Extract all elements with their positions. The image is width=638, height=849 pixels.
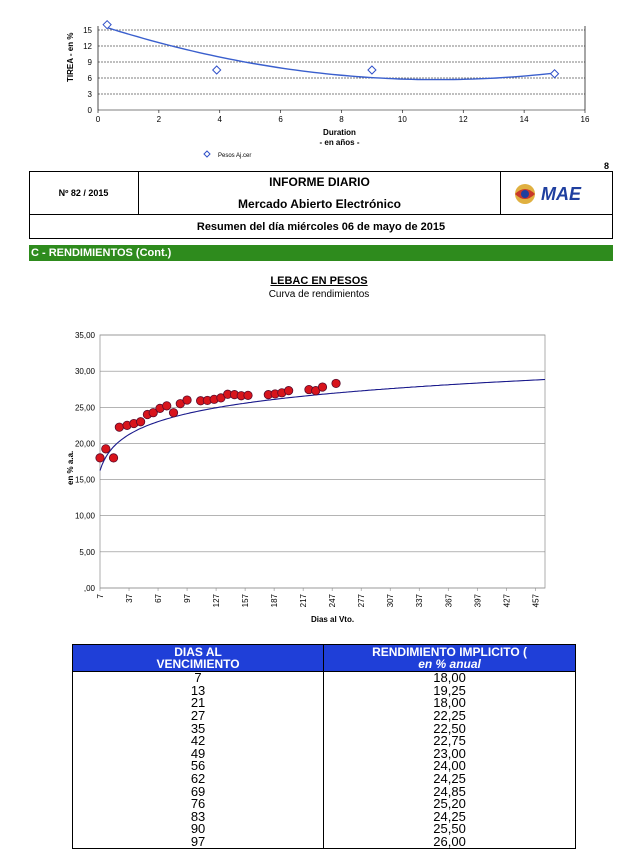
summary-line: Resumen del día miércoles 06 de mayo de 2015 [29, 214, 613, 239]
table-row [73, 836, 576, 849]
x-tick-label: 307 [386, 594, 396, 608]
col-header-days-line2: VENCIMIENTO [156, 657, 240, 671]
table-row [73, 798, 576, 811]
cell-yield: 24,00 [324, 760, 576, 773]
table-row [73, 760, 576, 773]
y-axis-label: en % a.a. [66, 450, 75, 485]
cell-yield: 18,00 [324, 672, 576, 685]
duration-chart [0, 0, 638, 165]
cell-days: 35 [73, 722, 324, 735]
x-tick-label: 4 [217, 115, 222, 124]
lebac-title: LEBAC EN PESOS [270, 275, 368, 287]
lebac-subtitle: Curva de rendimientos [268, 289, 370, 300]
cell-yield: 22,25 [324, 710, 576, 723]
cell-days: 49 [73, 748, 324, 761]
logo-text: MAE [541, 183, 581, 204]
y-axis-label: TIREA - en % [66, 32, 75, 82]
y-tick-label: 9 [87, 58, 92, 67]
x-tick-label: 12 [458, 115, 468, 124]
table-row [73, 697, 576, 710]
x-tick-label: 97 [183, 594, 193, 603]
data-point [169, 409, 177, 417]
cell-days: 27 [73, 710, 324, 723]
col-header-yield-line1: RENDIMIENTO IMPLICITO ( [372, 645, 527, 659]
data-point [115, 423, 123, 431]
report-title: INFORME DIARIO [269, 175, 370, 189]
x-tick-label: 6 [278, 115, 283, 124]
y-tick-label: 30,00 [74, 367, 95, 377]
data-point [96, 454, 104, 462]
y-tick-label: 15 [83, 26, 92, 35]
data-point [136, 418, 144, 426]
data-point [109, 454, 117, 462]
x-tick-label: 10 [397, 115, 407, 124]
mae-logo [501, 171, 613, 214]
cell-yield: 22,75 [324, 735, 576, 748]
cell-days: 90 [73, 823, 324, 836]
x-tick-label: 367 [444, 594, 454, 608]
x-tick-label: 67 [154, 594, 164, 603]
cell-yield: 19,25 [324, 685, 576, 698]
trend-curve [107, 28, 557, 80]
cell-days: 7 [73, 672, 324, 685]
plot-area [100, 335, 545, 588]
y-tick-label: 10,00 [74, 511, 95, 521]
cell-days: 56 [73, 760, 324, 773]
cell-days: 42 [73, 735, 324, 748]
legend-marker [204, 151, 210, 157]
x-tick-label: 14 [519, 115, 529, 124]
y-tick-label: 12 [83, 42, 92, 51]
y-tick-label: 35,00 [74, 331, 95, 340]
cell-yield: 18,00 [324, 697, 576, 710]
x-tick-label: 8 [339, 115, 344, 124]
cell-yield: 25,20 [324, 798, 576, 811]
x-tick-label: 37 [125, 594, 135, 603]
data-point [332, 379, 340, 387]
cell-days: 97 [73, 836, 324, 849]
x-tick-label: 157 [241, 594, 251, 608]
cell-yield: 24,25 [324, 773, 576, 786]
y-tick-label: 5,00 [79, 547, 95, 557]
issue-number: Nº 82 / 2015 [29, 171, 139, 214]
legend-label: Pesos Aj.cer [218, 153, 252, 159]
y-tick-label: 6 [87, 74, 92, 83]
x-tick-label: 397 [473, 594, 483, 608]
x-tick-label: 127 [212, 594, 222, 608]
data-point [163, 402, 171, 410]
table-row [73, 823, 576, 836]
table-row [73, 710, 576, 723]
x-axis-label-line2: - en años - [319, 138, 360, 147]
table-row [73, 685, 576, 698]
cell-days: 69 [73, 785, 324, 798]
x-tick-label: 427 [502, 594, 512, 608]
table-row [73, 785, 576, 798]
col-header-yield [324, 645, 576, 672]
y-tick-label: 15,00 [74, 475, 95, 485]
report-subtitle: Mercado Abierto Electrónico [238, 197, 401, 211]
cell-yield: 26,00 [324, 836, 576, 849]
x-tick-label: 277 [357, 594, 367, 608]
cell-yield: 22,50 [324, 722, 576, 735]
data-point [284, 386, 292, 394]
data-point [183, 396, 191, 404]
x-tick-label: 16 [580, 115, 590, 124]
table-row [73, 811, 576, 824]
table-row [73, 722, 576, 735]
y-tick-label: 25,00 [74, 403, 95, 413]
cell-days: 76 [73, 798, 324, 811]
cell-yield: 24,25 [324, 811, 576, 824]
x-tick-label: 457 [531, 594, 541, 608]
x-tick-label: 187 [270, 594, 280, 608]
report-titles [139, 171, 501, 214]
lebac-chart [0, 320, 638, 630]
x-tick-label: 247 [328, 594, 338, 608]
yield-table [72, 644, 576, 849]
x-tick-label: 2 [156, 115, 162, 124]
x-axis-label: Dias al Vto. [310, 615, 355, 624]
data-point [102, 445, 110, 453]
data-point [551, 70, 559, 78]
cell-yield: 24,85 [324, 785, 576, 798]
x-tick-label: 217 [299, 594, 309, 608]
x-axis-label-line1: Duration [323, 128, 356, 137]
table-row [73, 773, 576, 786]
cell-yield: 25,50 [324, 823, 576, 836]
table-row [73, 748, 576, 761]
cell-yield: 23,00 [324, 748, 576, 761]
y-tick-label: 20,00 [74, 439, 95, 449]
y-tick-label: 3 [87, 90, 92, 99]
cell-days: 62 [73, 773, 324, 786]
y-tick-label: ,00 [83, 584, 95, 593]
data-point [103, 21, 111, 29]
cell-days: 83 [73, 811, 324, 824]
x-tick-label: 0 [95, 115, 101, 124]
data-point [368, 66, 376, 74]
x-tick-label: 337 [415, 594, 425, 608]
col-header-days [73, 645, 324, 672]
table-row [73, 735, 576, 748]
cell-days: 13 [73, 685, 324, 698]
section-header: C - RENDIMIENTOS (Cont.) [29, 245, 613, 261]
table-row [73, 672, 576, 685]
page-number: 8 [604, 161, 610, 171]
col-header-days-line1: DIAS AL [174, 645, 222, 659]
data-point [213, 66, 221, 74]
data-point [244, 391, 252, 399]
col-header-yield-line2: en % anual [418, 657, 481, 671]
x-tick-label: 7 [96, 594, 105, 599]
data-point [318, 383, 326, 391]
cell-days: 21 [73, 697, 324, 710]
y-tick-label: 0 [87, 106, 92, 115]
